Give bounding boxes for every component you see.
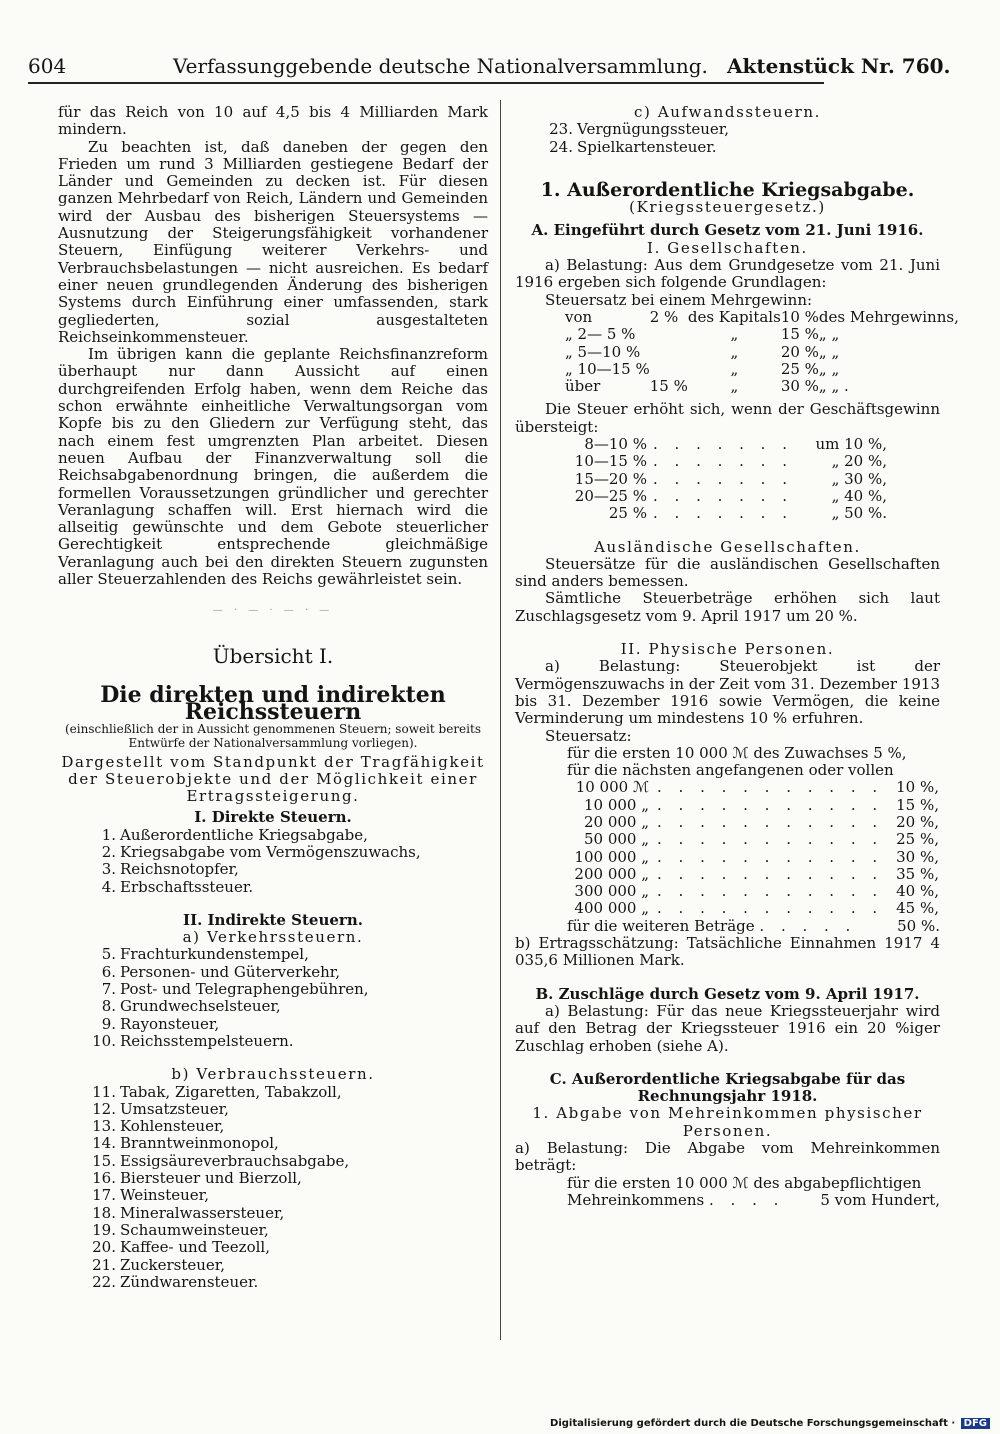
table-row: 15—20 % . . . . . . . „ 30 %, bbox=[574, 469, 887, 488]
list-item: 9. Rayonsteuer, bbox=[101, 1014, 220, 1033]
separator-ornament: — · — · — · — bbox=[212, 605, 334, 617]
list-item: 18. Mineralwassersteuer, bbox=[92, 1203, 285, 1222]
list-item: 8. Grundwechselsteuer, bbox=[101, 997, 281, 1016]
ausl-paragraph-2: Sämtliche Steuerbeträge erhöhen sich laut Zuschlagsgesetz vom 9. April 1917 um 20 %. bbox=[515, 589, 940, 625]
right-column bbox=[515, 103, 959, 1209]
section-indirekte: II. Indirekte Steuern. bbox=[183, 910, 363, 929]
left-column bbox=[58, 104, 488, 1291]
heading-kriegsabgabe-sub: (Kriegssteuergesetz.) bbox=[629, 198, 826, 217]
list-item: 17. Weinsteuer, bbox=[92, 1186, 209, 1205]
steuersatz-intro: Steuersatz bei einem Mehrgewinn: bbox=[545, 290, 813, 309]
list-item: 6. Personen- und Güterverkehr, bbox=[101, 962, 341, 981]
table-row: 8—10 % . . . . . . . um 10 %, bbox=[584, 435, 887, 454]
main-subtitle: (einschließlich der in Aussicht genommenen Steuern; soweit bereits Entwürfe der Nationalversammlung vorliegen). bbox=[65, 721, 481, 750]
erste-text: für die ersten 10 000 ℳ des Zuwachses 5 %, bbox=[567, 743, 907, 762]
ertrag-text: b) Ertragsschätzung: Tatsächliche Einnahmen 1917 4 035,6 Millionen Mark. bbox=[515, 934, 940, 970]
list-item: 4. Erbschaftssteuer. bbox=[101, 877, 254, 896]
C-subheading: 1. Abgabe von Mehreinkommen physischer Personen. bbox=[532, 1104, 923, 1140]
list-verbrauch bbox=[58, 1084, 488, 1292]
heading-kriegsabgabe: 1. Außerordentliche Kriegsabgabe. bbox=[540, 178, 915, 201]
C-paragraph-2: für die ersten 10 000 ℳ des abgabepflichtigen bbox=[567, 1173, 922, 1192]
heading-auslaendische: Ausländische Gesellschaften. bbox=[594, 537, 861, 556]
list-item: 7. Post- und Telegraphengebühren, bbox=[101, 980, 369, 999]
list-item: 24. Spielkartensteuer. bbox=[549, 137, 717, 156]
list-item: 15. Essigsäureverbrauchsabgabe, bbox=[92, 1151, 350, 1170]
sub-verkehr: a) Verkehrssteuern. bbox=[182, 928, 364, 947]
belastung-a: a) Belastung: Aus dem Grundgesetze vom 21. Juni 1916 ergeben sich folgende Grundlagen: bbox=[515, 256, 940, 292]
list-item: 2. Kriegsabgabe vom Vermögenszuwachs, bbox=[101, 842, 421, 861]
B-paragraph: a) Belastung: Für das neue Kriegssteuerjahr wird auf den Betrag der Kriegssteuer 1916 ein 20 %iger Zuschlag erhoben (siehe A). bbox=[515, 1001, 940, 1055]
table-row: 20 000 „ . . . . . . . . . . . 20 %, bbox=[583, 812, 939, 831]
list-item: 20. Kaffee- und Teezoll, bbox=[92, 1238, 270, 1257]
list-item: 10. Reichsstempelsteuern. bbox=[92, 1031, 294, 1050]
table-row: 20—25 % . . . . . . . „ 40 %, bbox=[574, 486, 887, 505]
steuersatz-label: Steuersatz: bbox=[545, 726, 632, 745]
list-aufwand bbox=[515, 121, 940, 156]
list-item: 21. Zuckersteuer, bbox=[92, 1255, 226, 1274]
paragraph-1: für das Reich von 10 auf 4,5 bis 4 Milliarden Mark mindern. bbox=[58, 103, 488, 139]
table-row: 50 000 „ . . . . . . . . . . . 25 %, bbox=[583, 830, 939, 849]
dargestellt-text: Dargestellt vom Standpunkt der Tragfähigkeit der Steuerobjekte und der Möglichkeit einer Ertragssteigerung. bbox=[61, 752, 485, 806]
table-row: 200 000 „ . . . . . . . . . . . 35 %, bbox=[574, 864, 939, 883]
heading-A: A. Eingeführt durch Gesetz vom 21. Juni 1916. bbox=[531, 221, 924, 240]
table-row: 10 000 „ . . . . . . . . . . . 15 %, bbox=[583, 795, 939, 814]
table-row: „ 10—15 % „ 25 % „ „ bbox=[565, 359, 840, 378]
list-item: 11. Tabak, Zigaretten, Tabakzoll, bbox=[92, 1082, 342, 1101]
table-row: 100 000 „ . . . . . . . . . . . 30 %, bbox=[574, 847, 939, 866]
table-row: „ 2— 5 % „ 15 % „ „ bbox=[565, 325, 840, 344]
uebersicht-heading: Übersicht I. bbox=[212, 643, 334, 668]
phys-paragraph-1: a) Belastung: Steuerobjekt ist der Vermögenszuwachs in der Zeit vom 31. Dezember 1913 bis 31. Dezember 1916 sowie Vermögen, die keine Verminderung um mindestens 10 % erfuhren. bbox=[515, 657, 940, 728]
naechste-text: für die nächsten angefangenen oder vollen bbox=[567, 761, 894, 780]
heading-B: B. Zuschläge durch Gesetz vom 9. April 1917. bbox=[535, 984, 920, 1003]
table-row: von 2 % des Kapitals 10 % des Mehrgewinns, bbox=[565, 307, 959, 326]
C-paragraph-1: a) Belastung: Die Abgabe vom Mehreinkommen beträgt: bbox=[515, 1139, 940, 1175]
table-row: 10—15 % . . . . . . . „ 20 %, bbox=[574, 452, 887, 471]
C-paragraph-3: Mehreinkommens . . . . 5 vom Hundert, bbox=[567, 1190, 940, 1209]
paragraph-2: Zu beachten ist, daß daneben der gegen den Frieden um rund 3 Milliarden gestiegene Bedarf der Länder und Gemeinden zu decken ist. Für diesen ganzen Mehrbedarf von Reich, Ländern und Gemeinden wird der Ausbau des bisherigen Steuersystems — Ausnutzung der Steigerungsfähigkeit vorhandener Steuern, Einfügung weiterer Verkehrs- und Verbrauchsbelastungen — nicht ausreichen. Es bedarf einer neuen grundlegenden Änderung des bisherigen Systems durch Einführung einer umfassenden, stark gegliederten, sozial ausgestalteten Reichseinkommensteuer. bbox=[58, 137, 488, 346]
table-row: 300 000 „ . . . . . . . . . . . 40 %, bbox=[574, 882, 939, 901]
heading-gesellschaften: I. Gesellschaften. bbox=[647, 238, 808, 257]
list-item: 23. Vergnügungssteuer, bbox=[549, 120, 730, 139]
list-item: 13. Kohlensteuer, bbox=[92, 1117, 225, 1136]
list-item: 22. Zündwarensteuer. bbox=[92, 1272, 259, 1291]
column-divider bbox=[500, 100, 501, 1340]
erhoeht-text: Die Steuer erhöht sich, wenn der Geschäftsgewinn übersteigt: bbox=[515, 400, 940, 436]
paragraph-3: Im übrigen kann die geplante Reichsfinanzreform überhaupt nur dann Aussicht auf einen durchgreifenden Erfolg haben, wenn dem Reiche das schon erwähnte einheitliche Verwaltungsorgan vom Kopfe bis zu den Gliedern zur Verfügung steht, das nach einem fest umgrenzten Plan arbeitet. Diesen neuen Aufbau der Finanzverwaltung soll die Reichsabgabenordnung bringen, die außerdem die formellen Voraussetzungen gründlicher und gerechter Veranlagung schaffen will. Erst hiernach wird die allseitig gewünschte und dem Gebote steuerlicher Gerechtigkeit entsprechende gleichmäßige Veranlagung auch bei den direkten Steuern zugunsten aller Steuerzahlenden des Reichs gewährleistet sein. bbox=[58, 345, 488, 589]
dfg-logo: DFG bbox=[961, 1418, 990, 1429]
table-row: „ 5—10 % „ 20 % „ „ bbox=[565, 342, 840, 361]
header-title bbox=[173, 54, 951, 78]
tax-table bbox=[567, 779, 939, 917]
increase-table bbox=[567, 436, 887, 522]
heading-C: C. Außerordentliche Kriegsabgabe für das Rechnungsjahr 1918. bbox=[549, 1069, 906, 1106]
list-item: 14. Branntweinmonopol, bbox=[92, 1134, 279, 1153]
table-row: 10 000 ℳ . . . . . . . . . . . 10 %, bbox=[575, 778, 939, 797]
table-row: 25 % . . . . . . . „ 50 %. bbox=[608, 504, 887, 523]
list-item: 5. Frachturkundenstempel, bbox=[101, 945, 309, 964]
list-item: 3. Reichsnotopfer, bbox=[101, 860, 239, 879]
page-number: 604 bbox=[28, 54, 67, 78]
footer-text: Digitalisierung gefördert durch die Deutsche Forschungsgemeinschaft bbox=[550, 1418, 948, 1429]
list-item: 1. Außerordentliche Kriegsabgabe, bbox=[101, 825, 368, 844]
sub-aufwand: c) Aufwandssteuern. bbox=[634, 103, 821, 121]
page-header bbox=[28, 52, 951, 84]
header-doc-ref: Aktenstück Nr. 760. bbox=[726, 54, 951, 78]
footer-credit: Digitalisierung gefördert durch die Deutsche Forschungsgemeinschaft · DFG bbox=[550, 1418, 990, 1429]
list-item: 12. Umsatzsteuer, bbox=[92, 1099, 229, 1118]
header-assembly: Verfassunggebende deutsche Nationalversammlung. bbox=[173, 54, 708, 78]
list-item: 16. Biersteuer und Bierzoll, bbox=[92, 1169, 302, 1188]
list-verkehr bbox=[58, 946, 488, 1050]
weitere-row: für die weiteren Beträge . . . . . 50 %. bbox=[567, 916, 940, 935]
section-direkte: I. Direkte Steuern. bbox=[194, 808, 352, 827]
rate-table bbox=[565, 309, 959, 395]
heading-physische: II. Physische Personen. bbox=[620, 640, 835, 659]
sub-verbrauch: b) Verbrauchssteuern. bbox=[171, 1065, 375, 1084]
main-title: Die direkten und indirekten Reichssteuern bbox=[100, 681, 446, 726]
table-row: 400 000 „ . . . . . . . . . . . 45 %, bbox=[574, 899, 939, 918]
ausl-paragraph-1: Steuersätze für die ausländischen Gesellschaften sind anders bemessen. bbox=[515, 554, 940, 591]
list-item: 19. Schaumweinsteuer, bbox=[92, 1220, 269, 1239]
table-row: über 15 % „ 30 % „ „ . bbox=[565, 377, 849, 396]
list-direkte bbox=[58, 827, 488, 896]
